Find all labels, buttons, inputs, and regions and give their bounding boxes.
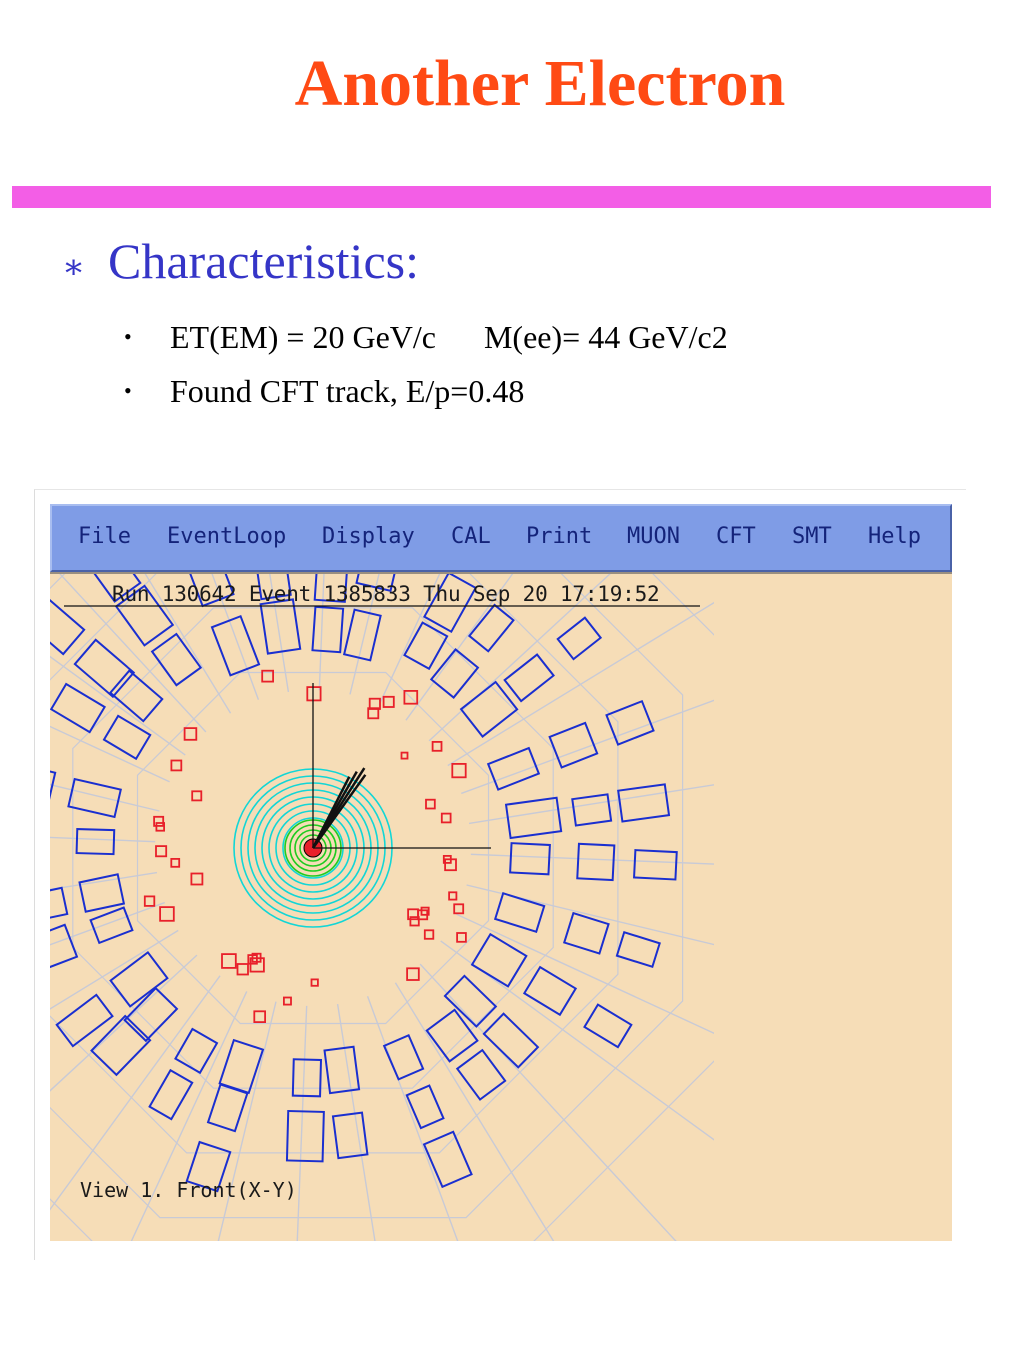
bullet-text-et: ET(EM) = 20 GeV/c — [170, 318, 436, 355]
muon-chamber — [564, 913, 608, 953]
muon-chamber — [488, 748, 539, 789]
muon-chamber — [293, 1059, 321, 1096]
slide-title: Another Electron — [294, 47, 786, 120]
list-item — [124, 310, 728, 364]
grid-line — [336, 996, 422, 1241]
detector-view — [50, 574, 952, 1241]
muon-chamber — [572, 794, 611, 825]
muon-chamber — [50, 762, 55, 803]
muon-chamber — [510, 843, 550, 874]
muon-chamber — [457, 1050, 505, 1099]
bullet-dot-icon: • — [124, 324, 132, 349]
star-bullet-icon: ∗ — [62, 249, 86, 286]
calorimeter-tower — [452, 764, 465, 777]
muon-chamber — [558, 618, 601, 659]
muon-chamber — [384, 1035, 423, 1079]
title-divider — [12, 186, 991, 208]
muon-chamber — [175, 1029, 217, 1073]
menubar — [50, 504, 952, 572]
grid-line — [461, 739, 952, 825]
menu-help[interactable]: Help — [868, 524, 921, 549]
muon-chamber — [91, 908, 133, 943]
muon-chamber — [287, 1111, 324, 1161]
muon-chamber — [404, 623, 447, 669]
grid-line — [50, 984, 250, 1241]
muon-chamber — [634, 850, 677, 879]
muon-chamber — [333, 1113, 367, 1159]
muon-chamber — [50, 888, 67, 923]
muon-chamber — [325, 1047, 360, 1093]
bullet-text-mass: M(ee)= 44 GeV/c2 — [483, 318, 728, 355]
muon-chamber — [484, 1014, 538, 1068]
muon-chamber — [577, 844, 614, 880]
muon-chamber — [584, 1005, 631, 1047]
muon-chamber — [495, 893, 544, 931]
bullet-text-track: Found CFT track, E/p=0.48 — [170, 372, 525, 409]
calorimeter-tower — [145, 896, 155, 906]
heading-text: Characteristics: — [108, 233, 419, 289]
run-info: Run 130642 Event 1385833 Thu Sep 20 17:19:52 — [112, 582, 660, 606]
characteristics-heading — [62, 234, 419, 289]
muon-chamber — [68, 779, 120, 817]
muon-chamber — [550, 723, 598, 767]
muon-chamber — [407, 1086, 444, 1128]
muon-chamber — [469, 605, 513, 651]
muon-chamber — [80, 874, 124, 911]
grid-line — [365, 989, 555, 1241]
muon-chamber — [212, 616, 259, 675]
menu-smt[interactable]: SMT — [792, 524, 832, 549]
grid-line — [415, 958, 788, 1241]
grid-line — [50, 820, 163, 842]
menu-print[interactable]: Print — [526, 524, 593, 549]
menu-eventloop[interactable]: EventLoop — [167, 524, 287, 549]
muon-chamber — [424, 1132, 472, 1187]
muon-chamber — [505, 655, 554, 701]
muon-chamber — [111, 952, 168, 1006]
view-label: View 1. Front(X-Y) — [80, 1178, 297, 1202]
menu-cal[interactable]: CAL — [451, 524, 491, 549]
calorimeter-tower — [457, 933, 466, 942]
muon-chamber — [431, 649, 478, 697]
muon-chamber — [344, 610, 380, 661]
menu-file[interactable]: File — [78, 524, 131, 549]
list-item — [124, 364, 728, 418]
calorimeter-tower — [254, 1011, 265, 1022]
event-display-canvas[interactable] — [50, 574, 952, 1241]
muon-chamber — [152, 634, 201, 685]
muon-chamber — [618, 784, 669, 821]
calorimeter-tower — [185, 728, 197, 740]
muon-chamber — [77, 829, 115, 854]
bullet-dot-icon: • — [124, 378, 132, 403]
bullet-list — [124, 310, 728, 418]
menu-cft[interactable]: CFT — [716, 524, 756, 549]
muon-chamber — [150, 1070, 193, 1119]
grid-line — [449, 911, 948, 1142]
event-display-window — [50, 504, 952, 1241]
calorimeter-tower — [384, 697, 394, 707]
grid-line — [454, 606, 952, 796]
menu-display[interactable]: Display — [322, 524, 415, 549]
grid-line — [391, 976, 678, 1241]
muon-chamber — [110, 671, 162, 721]
muon-chamber — [617, 932, 660, 967]
muon-chamber — [312, 607, 343, 652]
menu-muon[interactable]: MUON — [627, 524, 680, 549]
muon-chamber — [75, 640, 134, 697]
grid-line — [50, 684, 167, 813]
muon-chamber — [208, 1084, 247, 1131]
